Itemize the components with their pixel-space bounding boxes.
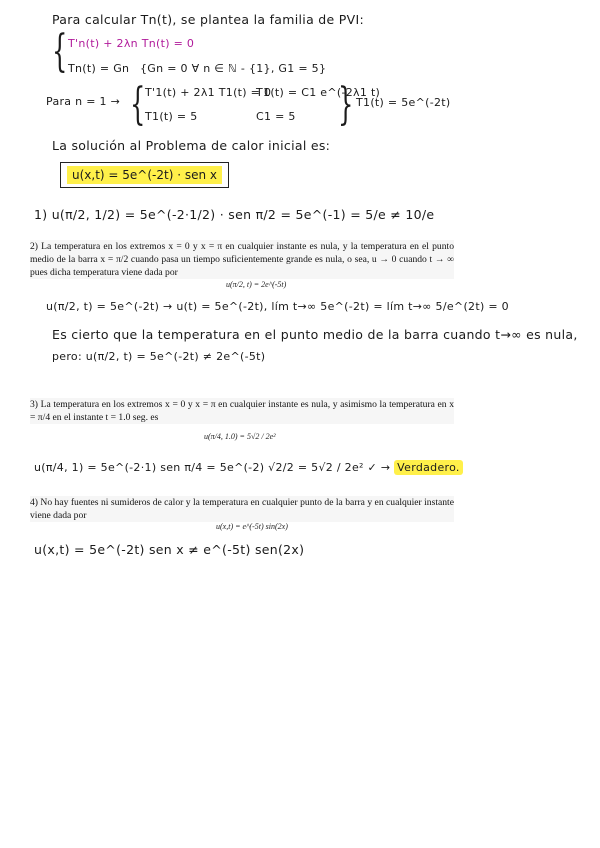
item4-statement: 4) No hay fuentes ni sumideros de calor y la temperatura en cualquier punto de la barra y en cualquier instante viene dada por [30, 497, 454, 521]
item3-verdict: Verdadero. [394, 460, 463, 475]
left-brace-icon: { [130, 79, 146, 130]
item3-printed-equation: u(π/4, 1.0) = 5√2 / 2e² [204, 432, 276, 441]
item3-computation [34, 461, 463, 474]
case-n1-solution-1: T1(t) = C1 e^(-2λ1 t) [256, 86, 381, 99]
left-brace-icon: { [52, 26, 68, 77]
item4-printed-equation: u(x,t) = e^(-5t) sin(2x) [216, 522, 288, 531]
pvi-equation-1: T'n(t) + 2λn Tn(t) = 0 [68, 37, 195, 50]
item4-comparison: u(x,t) = 5e^(-2t) sen x ≠ e^(-5t) sen(2x) [34, 542, 305, 557]
pvi-equation-2: Tn(t) = Gn [68, 62, 130, 75]
right-brace-icon: } [338, 79, 354, 130]
case-n1-solution-2: C1 = 5 [256, 110, 296, 123]
solution-formula: u(x,t) = 5e^(-2t) · sen x [67, 166, 222, 184]
case-n1-label: Para n = 1 → [46, 95, 121, 108]
case-n1-equation-1: T'1(t) + 2λ1 T1(t) = 0 [145, 86, 272, 99]
solution-heading: La solución al Problema de calor inicial es: [52, 138, 331, 153]
item3-formula: u(π/4, 1) = 5e^(-2·1) sen π/4 = 5e^(-2) √2/2 = 5√2 / 2e² ✓ → [34, 461, 391, 474]
solution-box [60, 162, 229, 188]
case-n1-result: T1(t) = 5e^(-2t) [356, 96, 451, 109]
case-n1-equation-2: T1(t) = 5 [145, 110, 198, 123]
item1-computation: 1) u(π/2, 1/2) = 5e^(-2·1/2) · sen π/2 = 5e^(-1) = 5/e ≠ 10/e [34, 207, 435, 222]
pvi-condition: {Gn = 0 ∀ n ∈ ℕ - {1}, G1 = 5} [140, 62, 327, 75]
intro-line: Para calcular Tn(t), se plantea la familia de PVI: [52, 12, 364, 27]
item2-statement: 2) La temperatura en los extremos x = 0 y x = π en cualquier instante es nula, y la temperatura en el punto medio de la barra x = π/2 cuando pasa un tiempo suficientemente grande es nula, o sea, u → 0 cuando t → ∞ pues dicha temperatura viene dada por [30, 241, 454, 278]
item2-remark: Es cierto que la temperatura en el punto medio de la barra cuando t→∞ es nula, [52, 327, 578, 342]
item2-limit: u(π/2, t) = 5e^(-2t) → u(t) = 5e^(-2t), lím t→∞ 5e^(-2t) = lím t→∞ 5/e^(2t) = 0 [46, 300, 509, 313]
item2-printed-equation: u(π/2, t) = 2e^(-5t) [226, 280, 287, 289]
item2-comparison: pero: u(π/2, t) = 5e^(-2t) ≠ 2e^(-5t) [52, 350, 266, 363]
item3-statement: 3) La temperatura en los extremos x = 0 y x = π en cualquier instante es nula, y asimismo la temperatura en x = π/4 en el instante t = 1.0 seg. es [30, 399, 454, 423]
